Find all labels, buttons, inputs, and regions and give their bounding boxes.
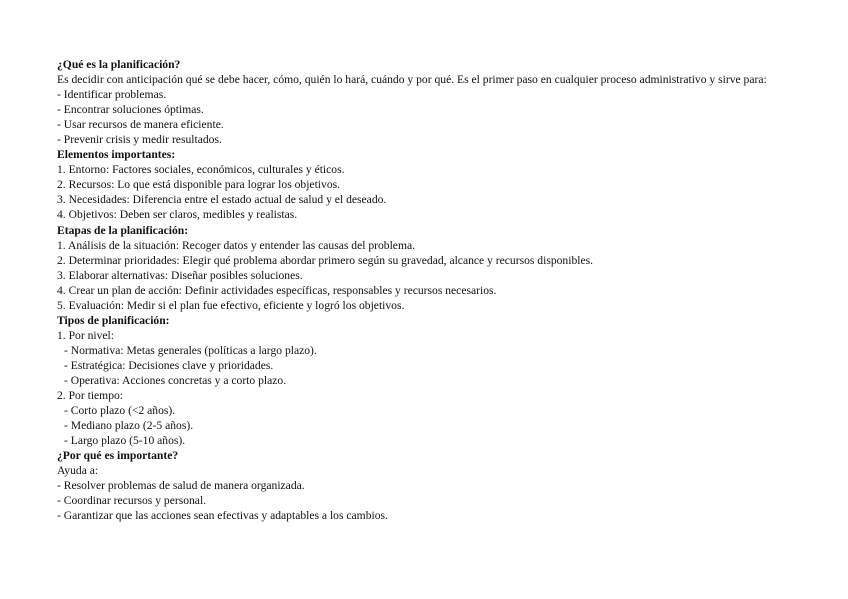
list-item: 4. Objetivos: Deben ser claros, medibles y realistas.	[57, 208, 298, 222]
list-item: - Encontrar soluciones óptimas.	[57, 103, 204, 117]
list-item: 4. Crear un plan de acción: Definir actividades específicas, responsables y recursos necesarios.	[57, 283, 497, 297]
list-item: - Garantizar que las acciones sean efectivas y adaptables a los cambios.	[57, 509, 388, 523]
list-item: - Coordinar recursos y personal.	[57, 494, 207, 508]
section-heading: Tipos de planificación:	[57, 313, 170, 327]
list-item: 1. Análisis de la situación: Recoger datos y entender las causas del problema.	[57, 238, 416, 252]
section-intro: Ayuda a:	[57, 464, 99, 478]
list-item: - Identificar problemas.	[57, 88, 167, 102]
section-heading: ¿Qué es la planificación?	[57, 58, 181, 71]
sub-list-item: - Largo plazo (5-10 años).	[64, 434, 186, 448]
sub-list-item: - Normativa: Metas generales (políticas a largo plazo).	[64, 343, 317, 357]
document-page	[57, 57, 797, 523]
section-intro: Es decidir con anticipación qué se debe hacer, cómo, quién lo hará, cuándo y por qué. Es el primer paso en cualquier proceso administrativo y sirve para:	[57, 73, 767, 87]
sub-list-item: - Operativa: Acciones concretas y a corto plazo.	[64, 373, 287, 387]
list-item: 2. Recursos: Lo que está disponible para lograr los objetivos.	[57, 178, 341, 192]
list-item: - Prevenir crisis y medir resultados.	[57, 133, 222, 147]
list-item: 1. Entorno: Factores sociales, económicos, culturales y éticos.	[57, 163, 345, 177]
sub-list-item: - Estratégica: Decisiones clave y prioridades.	[64, 358, 274, 372]
list-item: - Usar recursos de manera eficiente.	[57, 118, 224, 132]
sub-list-item: - Mediano plazo (2-5 años).	[64, 419, 194, 433]
list-item: 2. Determinar prioridades: Elegir qué problema abordar primero según su gravedad, alcance y recursos disponibles.	[57, 253, 594, 267]
list-item: - Resolver problemas de salud de manera organizada.	[57, 479, 305, 493]
sub-list-item: - Corto plazo (<2 años).	[64, 404, 176, 418]
section-heading: Elementos importantes:	[57, 148, 176, 162]
group-title: 1. Por nivel:	[57, 328, 115, 342]
list-item: 3. Elaborar alternativas: Diseñar posibles soluciones.	[57, 268, 303, 282]
group-title: 2. Por tiempo:	[57, 389, 124, 403]
list-item: 3. Necesidades: Diferencia entre el estado actual de salud y el deseado.	[57, 193, 387, 207]
list-item: 5. Evaluación: Medir si el plan fue efectivo, eficiente y logró los objetivos.	[57, 298, 405, 312]
section-heading: Etapas de la planificación:	[57, 223, 189, 237]
section-heading: ¿Por qué es importante?	[57, 449, 179, 463]
